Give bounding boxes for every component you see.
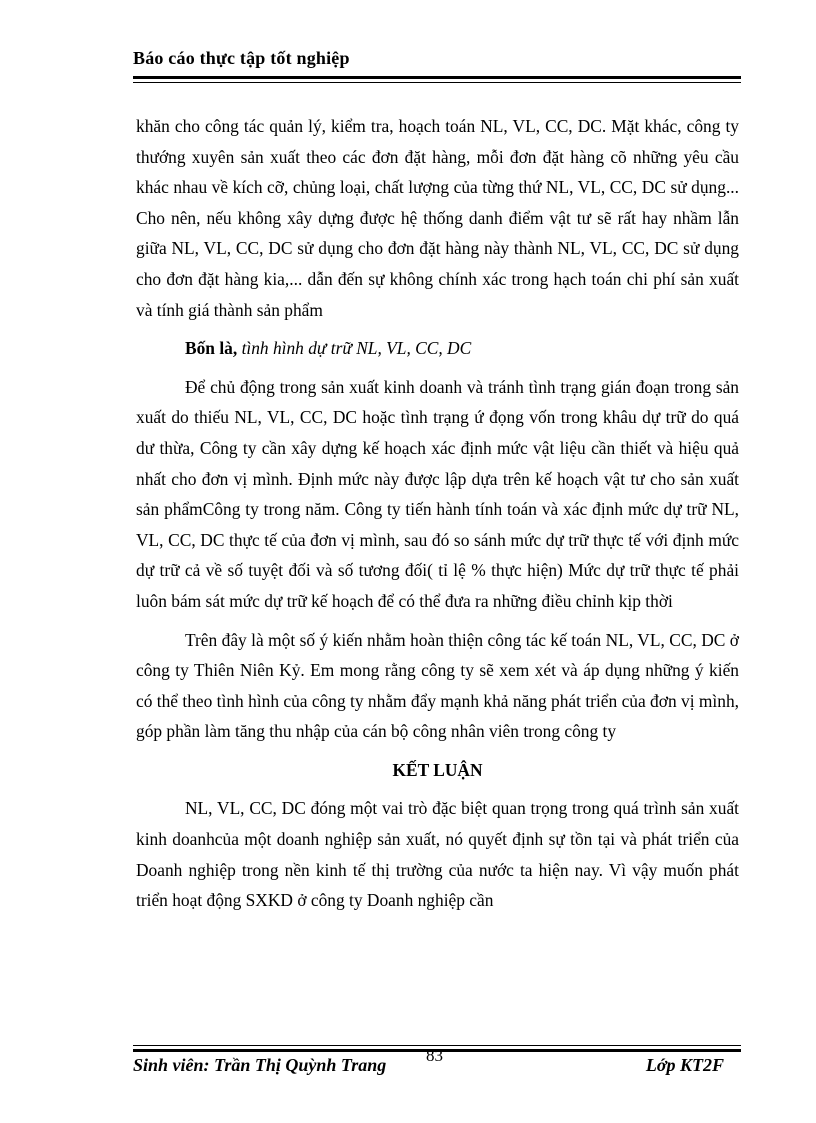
section-heading-topic: tình hình dự trữ NL, VL, CC, DC (241, 338, 472, 359)
document-body (136, 111, 739, 916)
footer-student-name: Sinh viên: Trần Thị Quỳnh Trang (133, 1055, 387, 1075)
paragraph-summary: Trên đây là một số ý kiến nhằm hoàn thiện công tác kế toán NL, VL, CC, DC ở công ty Thiên Niên Kỷ. Em mong rằng công ty sẽ xem xét và áp dụng những ý kiến có thể theo tình hình của công ty nhằm đẩy mạnh khả năng phát triển của đơn vị mình, góp phần làm tăng thu nhập của cán bộ công nhân viên trong công ty (136, 629, 739, 742)
footer-class: Lớp KT2F (645, 1055, 724, 1075)
paragraph-reserves: Để chủ động trong sản xuất kinh doanh và tránh tình trạng gián đoạn trong sản xuất do thiếu NL, VL, CC, DC hoặc tình trạng ứ đọng vốn trong khâu dự trữ do quá dư thừa, Công ty cần xây dựng kế hoạch xác định mức vật liệu cần thiết và hiệu quả nhất cho đơn vị mình. Định mức này được lập dựa trên kế hoạch vật tư cho sản xuất sản phẩmCông ty trong năm. Công ty tiến hành tính toán và xác định mức dự trữ NL, VL, CC, DC thực tế của đơn vị mình, sau đó so sánh mức dự trữ thực tế với định mức dự trữ cả về số tuyệt đối và số tương đối( tỉ lệ % thực hiện) Mức dự trữ thực tế phải luôn bám sát mức dự trữ kế hoạch để có thể đưa ra những điều chỉnh kịp thời (136, 376, 739, 611)
section-heading-label: Bốn là, (185, 338, 238, 359)
section-heading (136, 333, 739, 364)
header-title: Báo cáo thực tập tốt nghiệp (133, 48, 350, 68)
paragraph-conclusion: NL, VL, CC, DC đóng một vai trò đặc biệt quan trọng trong quá trình sản xuất kinh doanhcủa một doanh nghiệp sản xuất, nó quyết định sự tồn tại và phát triển của Doanh nghiệp trong nền kinh tế thị trường của nước ta hiện nay. Vì vậy muốn phát triển hoạt động SXKD ở công ty Doanh nghiệp cần (136, 798, 739, 911)
paragraph-continuation: khăn cho công tác quản lý, kiểm tra, hoạch toán NL, VL, CC, DC. Mặt khác, công ty thướng xuyên sản xuất theo các đơn đặt hàng, mỗi đơn đặt hàng cõ những yêu cầu khác nhau về kích cỡ, chủng loại, chất lượng của từng thứ NL, VL, CC, DC sử dụng... Cho nên, nếu không xây dựng được hệ thống danh điểm vật tư sẽ rất hay nhầm lẫn giữa NL, VL, CC, DC sử dụng cho đơn đặt hàng này thành NL, VL, CC, DC sử dụng cho đơn đặt hàng kia,... dẫn đến sự không chính xác trong hạch toán chi phí sản xuất và tính giá thành sản phẩm (136, 116, 739, 320)
header-divider (133, 76, 741, 83)
page-number: 83 (426, 1046, 443, 1065)
conclusion-title: KẾT LUẬN (392, 759, 483, 780)
